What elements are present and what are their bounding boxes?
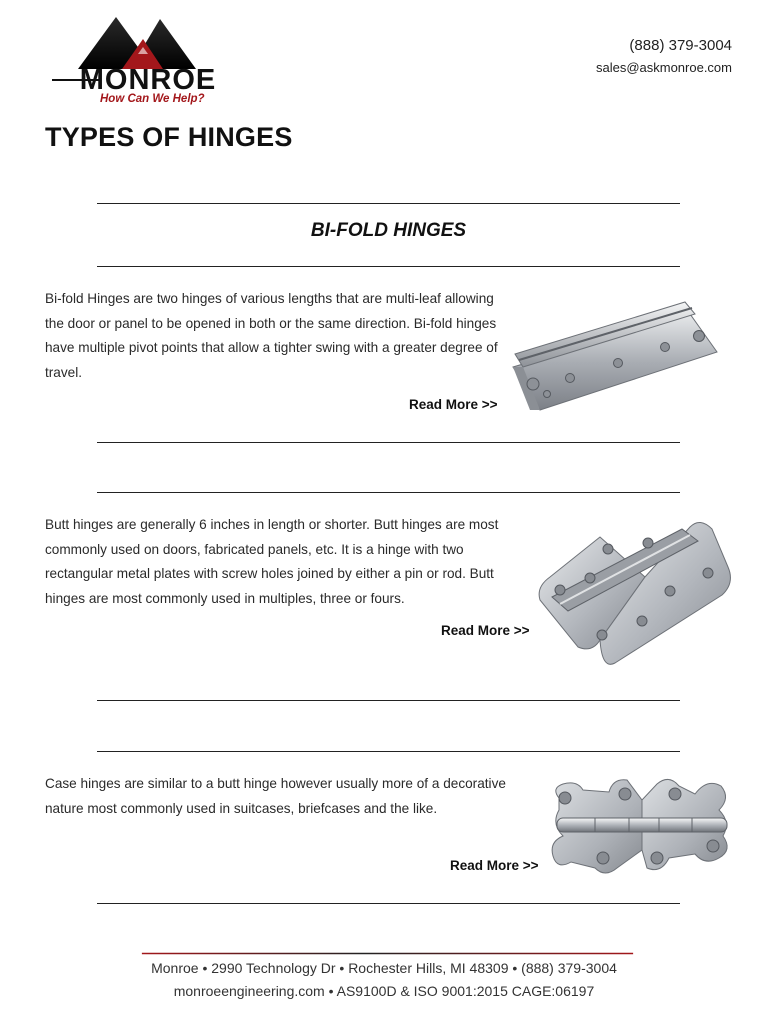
butt-hinge-description: Butt hinges are generally 6 inches in length or shorter. Butt hinges are most commonly used on doors, fabricated panels, etc. It is a hinge with two rectangular metal plates with screw holes joined by either a pin or rod. Butt hinges are most commonly used in multiples, three or fours. bbox=[45, 517, 499, 606]
bifold-read-more-link[interactable]: Read More >> bbox=[409, 397, 498, 412]
butt-hinge-image bbox=[530, 515, 735, 670]
footer-certifications: monroeengineering.com • AS9100D & ISO 9001:2015 CAGE:06197 bbox=[173, 983, 595, 999]
bifold-description: Bi-fold Hinges are two hinges of various lengths that are multi-leaf allowing the door or panel to be opened in both or the same direction. Bi-fold hinges have multiple pivot points that allow a tighter swing with a greater degree of travel. bbox=[45, 291, 498, 380]
bifold-hinge-image bbox=[505, 292, 725, 417]
divider bbox=[97, 266, 680, 267]
logo-tagline: How Can We Help? bbox=[100, 93, 205, 105]
divider bbox=[97, 442, 680, 443]
divider bbox=[97, 700, 680, 701]
case-hinge-image bbox=[547, 770, 732, 882]
divider bbox=[97, 903, 680, 904]
footer-divider bbox=[60, 952, 715, 955]
logo-wordmark: MONROE bbox=[79, 64, 217, 96]
divider bbox=[97, 203, 680, 204]
monroe-mountain-icon bbox=[48, 14, 248, 96]
divider bbox=[97, 492, 680, 493]
butt-hinge-read-more-link[interactable]: Read More >> bbox=[441, 623, 530, 638]
email-link[interactable]: sales@askmonroe.com bbox=[595, 60, 732, 75]
case-hinge-read-more-link[interactable]: Read More >> bbox=[450, 858, 539, 873]
contact-info bbox=[596, 37, 732, 77]
case-hinge-description: Case hinges are similar to a butt hinge however usually more of a decorative nature most commonly used in suitcases, briefcases and the like. bbox=[45, 776, 506, 816]
page-title: TYPES OF HINGES bbox=[45, 122, 293, 152]
section-heading-bifold: BI-FOLD HINGES bbox=[310, 220, 467, 241]
footer-address: Monroe • 2990 Technology Dr • Rochester Hills, MI 48309 • (888) 379-3004 bbox=[151, 960, 617, 976]
divider bbox=[97, 751, 680, 752]
phone-link[interactable]: (888) 379-3004 bbox=[629, 37, 732, 54]
